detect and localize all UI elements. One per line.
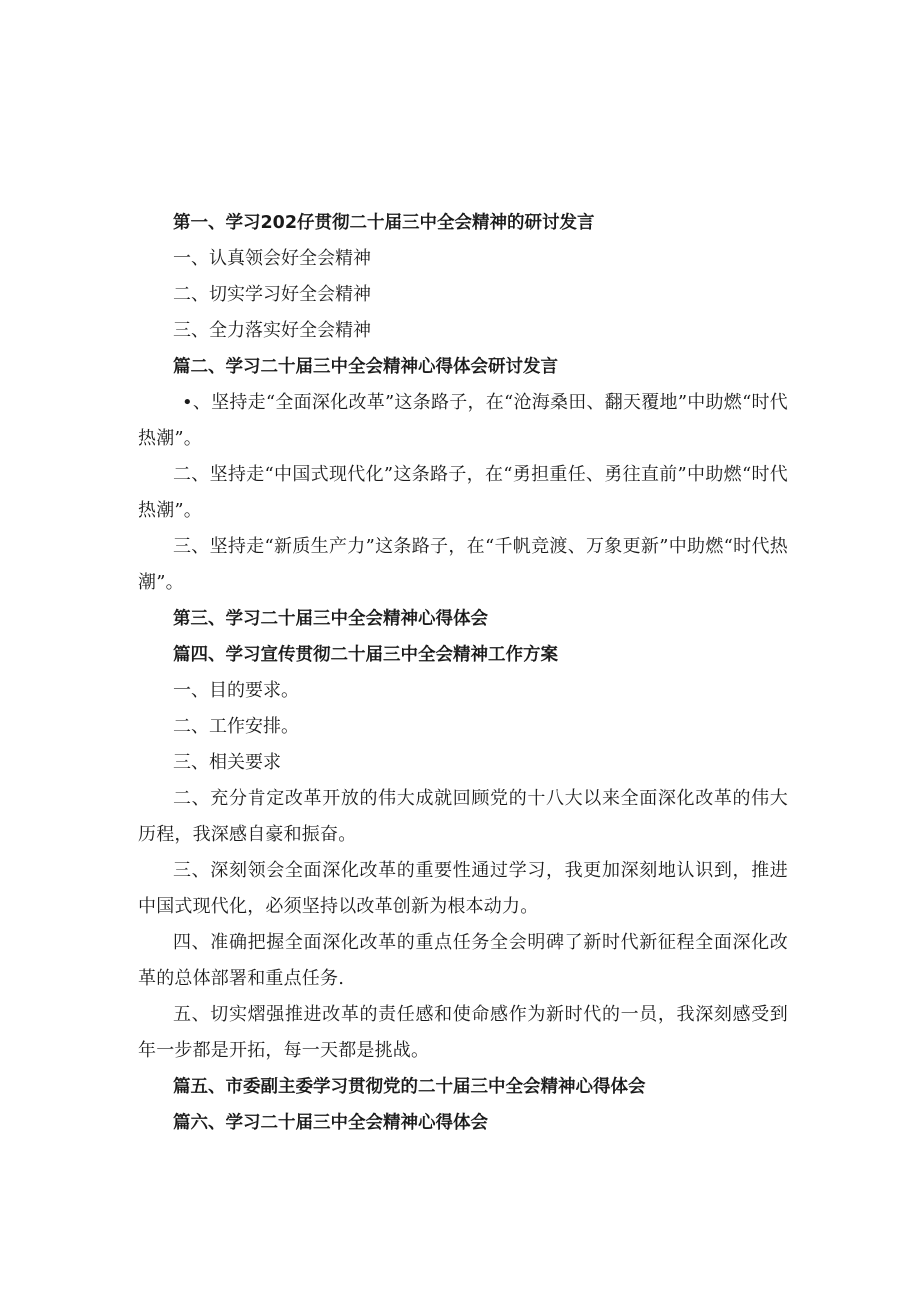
section-heading-3: 第三、学习二十届三中全会精神心得体会 <box>173 609 488 629</box>
section-heading-4: 篇四、学习宣传贯彻二十届三中全会精神工作方案 <box>173 645 558 665</box>
list-item: 三、全力落实好全会精神 <box>173 320 371 341</box>
paragraph: 三、坚持走“新质生产力”这条路子，在“千帆竞渡、万象更新”中助燃“时代热潮”。 <box>138 536 788 593</box>
section-heading-2: 篇二、学习二十届三中全会精神心得体会研讨发言 <box>173 357 558 377</box>
paragraph: 四、准确把握全面深化改革的重点任务全会明碑了新时代新征程全面深化改革的总体部署和重点任务. <box>138 932 788 989</box>
section-heading-1: 第一、学习202仔贯彻二十届三中全会精神的研讨发言 <box>173 213 595 233</box>
paragraph: 五、切实熠强推进改革的责任感和使命感作为新时代的一员，我深刻感受到年一步都是开拓，每一天都是挑战。 <box>138 1004 788 1061</box>
list-item: 二、切实学习好全会精神 <box>173 284 371 305</box>
paragraph: 三、深刻领会全面深化改革的重要性通过学习，我更加深刻地认识到，推进中国式现代化，必须坚持以改革创新为根本动力。 <box>138 860 788 917</box>
section-heading-5: 篇五、市委副主委学习贯彻党的二十届三中全会精神心得体会 <box>173 1077 646 1097</box>
list-item: 二、工作安排。 <box>173 716 299 737</box>
paragraph: 二、充分肯定改革开放的伟大成就回顾党的十八大以来全面深化改革的伟大历程，我深感自豪和振奋。 <box>138 788 788 845</box>
list-item: 三、相关要求 <box>173 752 281 773</box>
paragraph: 二、坚持走“中国式现代化”这条路子，在“勇担重任、勇往直前”中助燃“时代热潮”。 <box>138 464 788 521</box>
list-item: 一、认真领会好全会精神 <box>173 248 371 269</box>
section-heading-6: 篇六、学习二十届三中全会精神心得体会 <box>173 1113 488 1133</box>
list-item: 一、目的要求。 <box>173 680 299 701</box>
document-body <box>138 205 788 1141</box>
paragraph: •、坚持走“全面深化改革”这条路子，在“沧海桑田、翻天覆地”中助燃“时代热潮”。 <box>138 392 788 449</box>
